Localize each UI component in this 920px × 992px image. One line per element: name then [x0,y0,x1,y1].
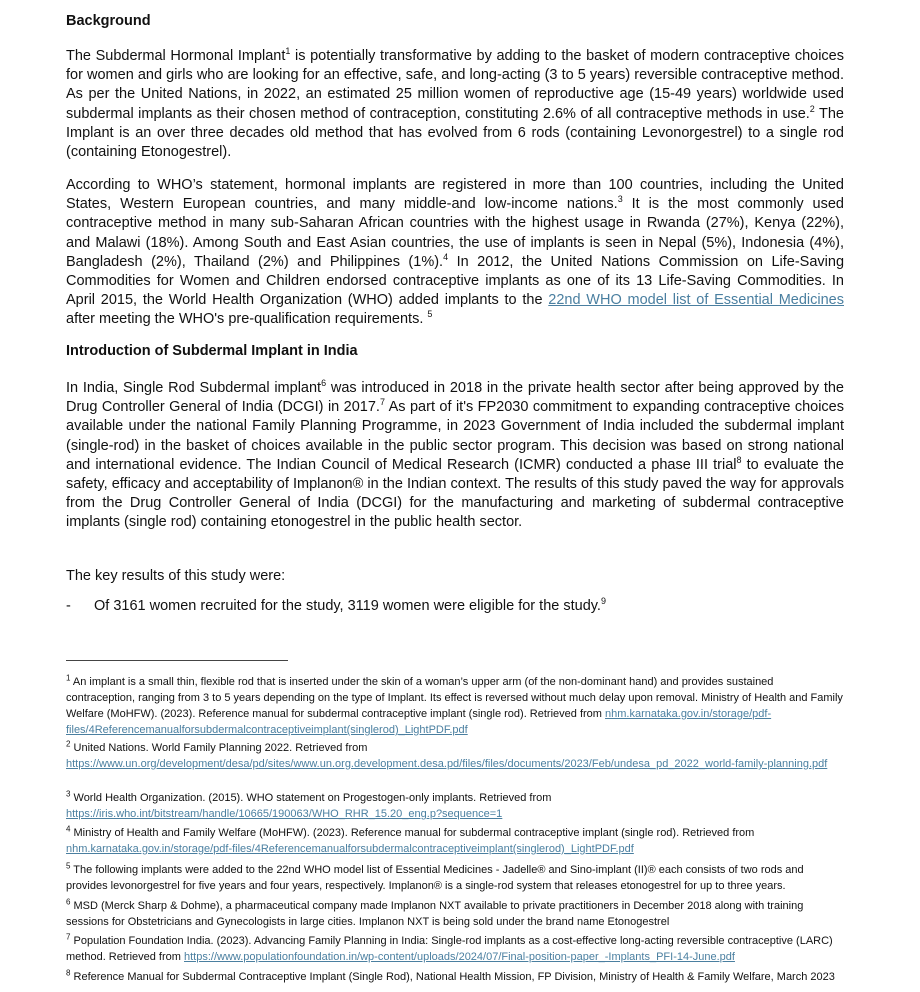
bullet-dash: - [66,598,71,614]
footnote-6 [66,898,844,930]
section-heading-introduction: Introduction of Subdermal Implant in India [66,343,358,359]
footnote-link[interactable]: nhm.karnataka.gov.in/storage/pdf-files/4Referencemanualforsubdermalcontraceptiveimplant(singlerod)_LightPDF.pdf [66,708,772,736]
footnote-ref-2[interactable]: 2 [809,103,815,114]
footnote-number: 1 [66,673,71,683]
footnote-number: 3 [66,789,71,799]
text-run: was introduced in 2018 in the private health sector after being approved by the Drug Controller General of India (DCGI) in 2017. [66,380,844,416]
footnote-1 [66,674,844,738]
footnote-text: Population Foundation India. (2023). Advancing Family Planning in India: Single-rod implants as a cost-effective long-acting reversible contraceptive (LARC) method. Retrieved from [66,935,833,963]
footnote-5 [66,862,844,894]
section-heading-background: Background [66,13,151,29]
footnote-text: Ministry of Health and Family Welfare (MoHFW). (2023). Reference manual for subdermal contraceptive implant (single rod). Retrieved from [70,827,755,839]
text-run: after meeting the WHO's pre-qualification requirements. [66,311,428,328]
footnote-7 [66,933,844,965]
text-run: to evaluate the safety, efficacy and acceptability of Implanon® in the Indian context. The results of this study paved the way for approvals from the Drug Controller General of India (DCGI) for the manufacturing and marketing of subdermal contraceptive implants (single rod) containing etonogestrel in the public health sector. [66,456,844,531]
footnote-ref-6[interactable]: 6 [321,378,327,389]
footnote-4 [66,825,844,857]
text-run: In 2012, the United Nations Commission on Life-Saving Commodities for Women and Children endorsed contraceptive implants as one of its 13 Life-Saving Commodities. In April 2015, the World Health Organization (WHO) added implants to the [66,253,845,309]
footnote-ref-8[interactable]: 8 [736,454,742,465]
footnote-number: 5 [66,861,71,871]
text-run: According to WHO’s statement, hormonal implants are registered in more than 100 countries, including the United States, Western European countries, and many middle-and low-income nations. [66,177,844,213]
text-run: is potentially transformative by adding to the basket of modern contraceptive choices for women and girls who are looking for an effective, safe, and long-acting (3 to 5 years) reversible contraceptive method. As per the United Nations, in 2022, an estimated 25 million women of reproductive age (15-49 years) worldwide used subdermal implants as their chosen method of contraception, constituting 2.6% of all contraceptive methods in use. [66,48,844,122]
footnote-number: 8 [66,968,71,978]
paragraph-key-results: The key results of this study were: [66,568,286,584]
list-item [66,597,606,616]
text-run: As part of it's FP2030 commitment to expanding contraceptive choices available under the national Family Planning Programme, in 2023 Government of India included the subdermal implant (single-rod) in the basket of choices available in the public sector program. This decision was based on strong national and international evidence. The Indian Council of Medical Research (ICMR) conducted a phase III trial [66,399,844,473]
footnote-number: 7 [66,932,71,942]
paragraph-india-introduction [66,379,844,533]
text-run: In India, Single Rod Subdermal implant [66,380,322,396]
footnote-text: The following implants were added to the 22nd WHO model list of Essential Medicines - Jadelle® and Sino-implant (II)® each consists of two rods and provides levonorgestrel for five years and four years, respectively. Implanon® is a single-rod system that releases etonogestrel for up to three years. [66,864,804,892]
footnote-link[interactable]: https://www.un.org/development/desa/pd/sites/www.un.org.development.desa.pd/files/files/documents/2023/Feb/undesa_pd_2022_world-family-planning.pdf [66,758,828,770]
footnote-number: 2 [66,739,71,749]
footnote-text: MSD (Merck Sharp & Dohme), a pharmaceutical company made Implanon NXT available to private practitioners in December 2018 along with training sessions for Obstetricians and Gynecologists in large cities. Implanon NXT is being sold under the brand name Etonogestrel [66,900,804,928]
footnote-separator [66,660,288,661]
text-run: The Implant is an over three decades old method that has evolved from 6 rods (containing Levonorgestrel) to a single rod (containing Etonogestrel). [66,105,844,161]
text-run: It is the most commonly used contraceptive method in many sub-Saharan African countries with the highest usage in Rwanda (27%), Kenya (22%), and Malawi (18%). Among South and East Asian countries, the use of implants is seen in Nepal (5%), Indonesia (4%), Bangladesh (2%), Thailand (2%) and Philippines (1%). [66,196,844,270]
footnote-ref-5[interactable]: 5 [427,309,433,320]
footnote-link[interactable]: https://iris.who.int/bitstream/handle/10665/190063/WHO_RHR_15.20_eng.p?sequence=1 [66,808,503,820]
footnote-2 [66,740,844,772]
footnote-text: United Nations. World Family Planning 2022. Retrieved from [70,742,368,754]
footnote-text: Reference Manual for Subdermal Contraceptive Implant (Single Rod), National Health Mission, FP Division, Ministry of Health & Family Welfare, March 2023 [70,971,835,983]
footnote-ref-9[interactable]: 9 [600,596,606,607]
footnote-text: World Health Organization. (2015). WHO statement on Progestogen-only implants. Retrieved from [70,792,552,804]
who-essential-medicines-link[interactable]: 22nd WHO model list of Essential Medicines [548,292,844,309]
footnote-link[interactable]: https://www.populationfoundation.in/wp-content/uploads/2024/07/Final-position-paper_-Implants_PFI-14-June.pdf [184,951,735,963]
footnote-ref-7[interactable]: 7 [379,397,385,408]
paragraph-who-statement [66,176,844,330]
footnote-ref-4[interactable]: 4 [443,251,449,262]
text-run: The Subdermal Hormonal Implant [66,48,286,64]
footnote-text: An implant is a small thin, flexible rod that is inserted under the skin of a woman’s upper arm (of the non-dominant hand) and provides sustained contraception, ranging from 3 to 5 years depending on the type of Implant. Its effect is reversed without much delay upon removal. Ministry of Health and Family Welfare (MoHFW). (2023). Reference manual for subdermal contraceptive implant (single rod). Retrieved from [66,676,843,720]
footnote-number: 4 [66,824,71,834]
footnote-ref-3[interactable]: 3 [617,194,623,205]
footnote-3 [66,790,844,822]
footnote-ref-1[interactable]: 1 [285,46,291,57]
list-item-text: Of 3161 women recruited for the study, 3119 women were eligible for the study. [94,598,601,614]
footnote-link[interactable]: nhm.karnataka.gov.in/storage/pdf-files/4Referencemanualforsubdermalcontraceptiveimplant(singlerod)_LightPDF.pdf [66,843,634,855]
paragraph-implant-overview [66,47,844,162]
footnote-number: 6 [66,897,71,907]
footnote-8 [66,969,844,985]
